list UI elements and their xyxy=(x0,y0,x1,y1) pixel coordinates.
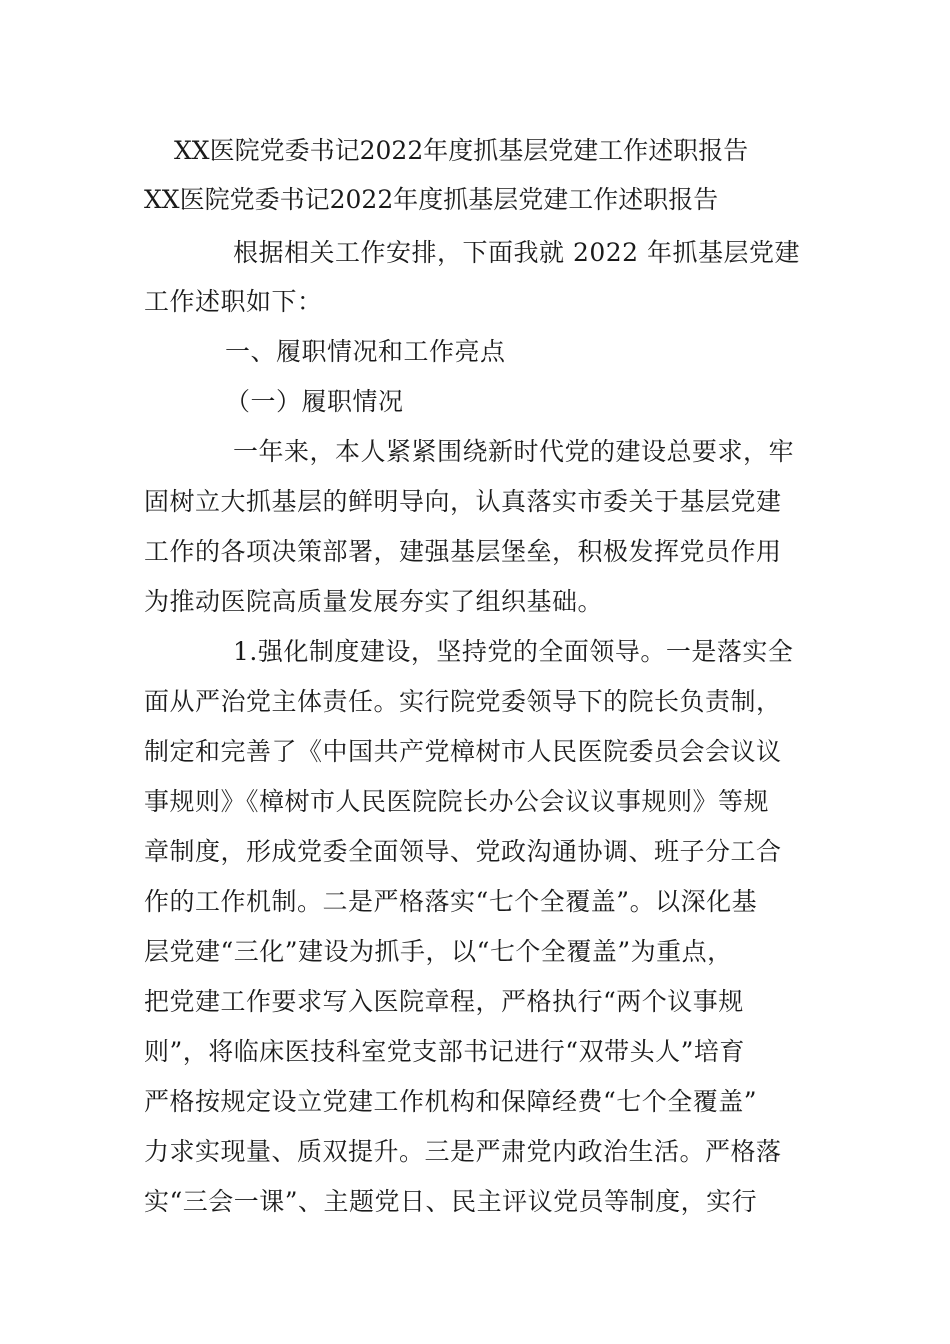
paragraph-line: 1.强化制度建设，坚持党的全面领导。一是落实全 xyxy=(233,637,794,666)
paragraph-line: 事规则》《樟树市人民医院院长办公会议议事规则》等规 xyxy=(144,787,770,816)
paragraph-line: 层党建“三化”建设为抓手，以“七个全覆盖”为重点， xyxy=(144,937,733,966)
paragraph-line: 一年来，本人紧紧围绕新时代党的建设总要求，牢 xyxy=(233,437,795,466)
paragraph-line: 则”，将临床医技科室党支部书记进行“双带头人”培育 xyxy=(144,1037,745,1066)
paragraph-line: 根据相关工作安排，下面我就 2022 年抓基层党建 xyxy=(233,238,801,267)
paragraph-line: 面从严治党主体责任。实行院党委领导下的院长负责制， xyxy=(144,687,782,716)
document-title: XX医院党委书记2022年度抓基层党建工作述职报告 xyxy=(174,136,749,165)
paragraph-line: 制定和完善了《中国共产党樟树市人民医院委员会会议议 xyxy=(144,737,782,766)
paragraph-line: 为推动医院高质量发展夯实了组织基础。 xyxy=(144,587,604,616)
paragraph-line: 工作述职如下： xyxy=(144,287,323,316)
section-heading: 一、履职情况和工作亮点 xyxy=(225,337,506,366)
paragraph-line: 固树立大抓基层的鲜明导向，认真落实市委关于基层党建 xyxy=(144,487,782,516)
paragraph-line: 力求实现量、质双提升。三是严肃党内政治生活。严格落 xyxy=(144,1137,782,1166)
paragraph-line: 作的工作机制。二是严格落实“七个全覆盖”。以深化基 xyxy=(144,887,758,916)
document-subtitle: XX医院党委书记2022年度抓基层党建工作述职报告 xyxy=(144,185,719,214)
paragraph-line: 把党建工作要求写入医院章程，严格执行“两个议事规 xyxy=(144,987,744,1016)
paragraph-line: 实“三会一课”、主题党日、民主评议党员等制度，实行 xyxy=(144,1187,758,1216)
paragraph-line: 章制度，形成党委全面领导、党政沟通协调、班子分工合 xyxy=(144,837,782,866)
paragraph-line: 工作的各项决策部署，建强基层堡垒，积极发挥党员作用 xyxy=(144,537,782,566)
subsection-heading: （一）履职情况 xyxy=(225,387,404,416)
paragraph-line: 严格按规定设立党建工作机构和保障经费“七个全覆盖” xyxy=(144,1087,758,1116)
